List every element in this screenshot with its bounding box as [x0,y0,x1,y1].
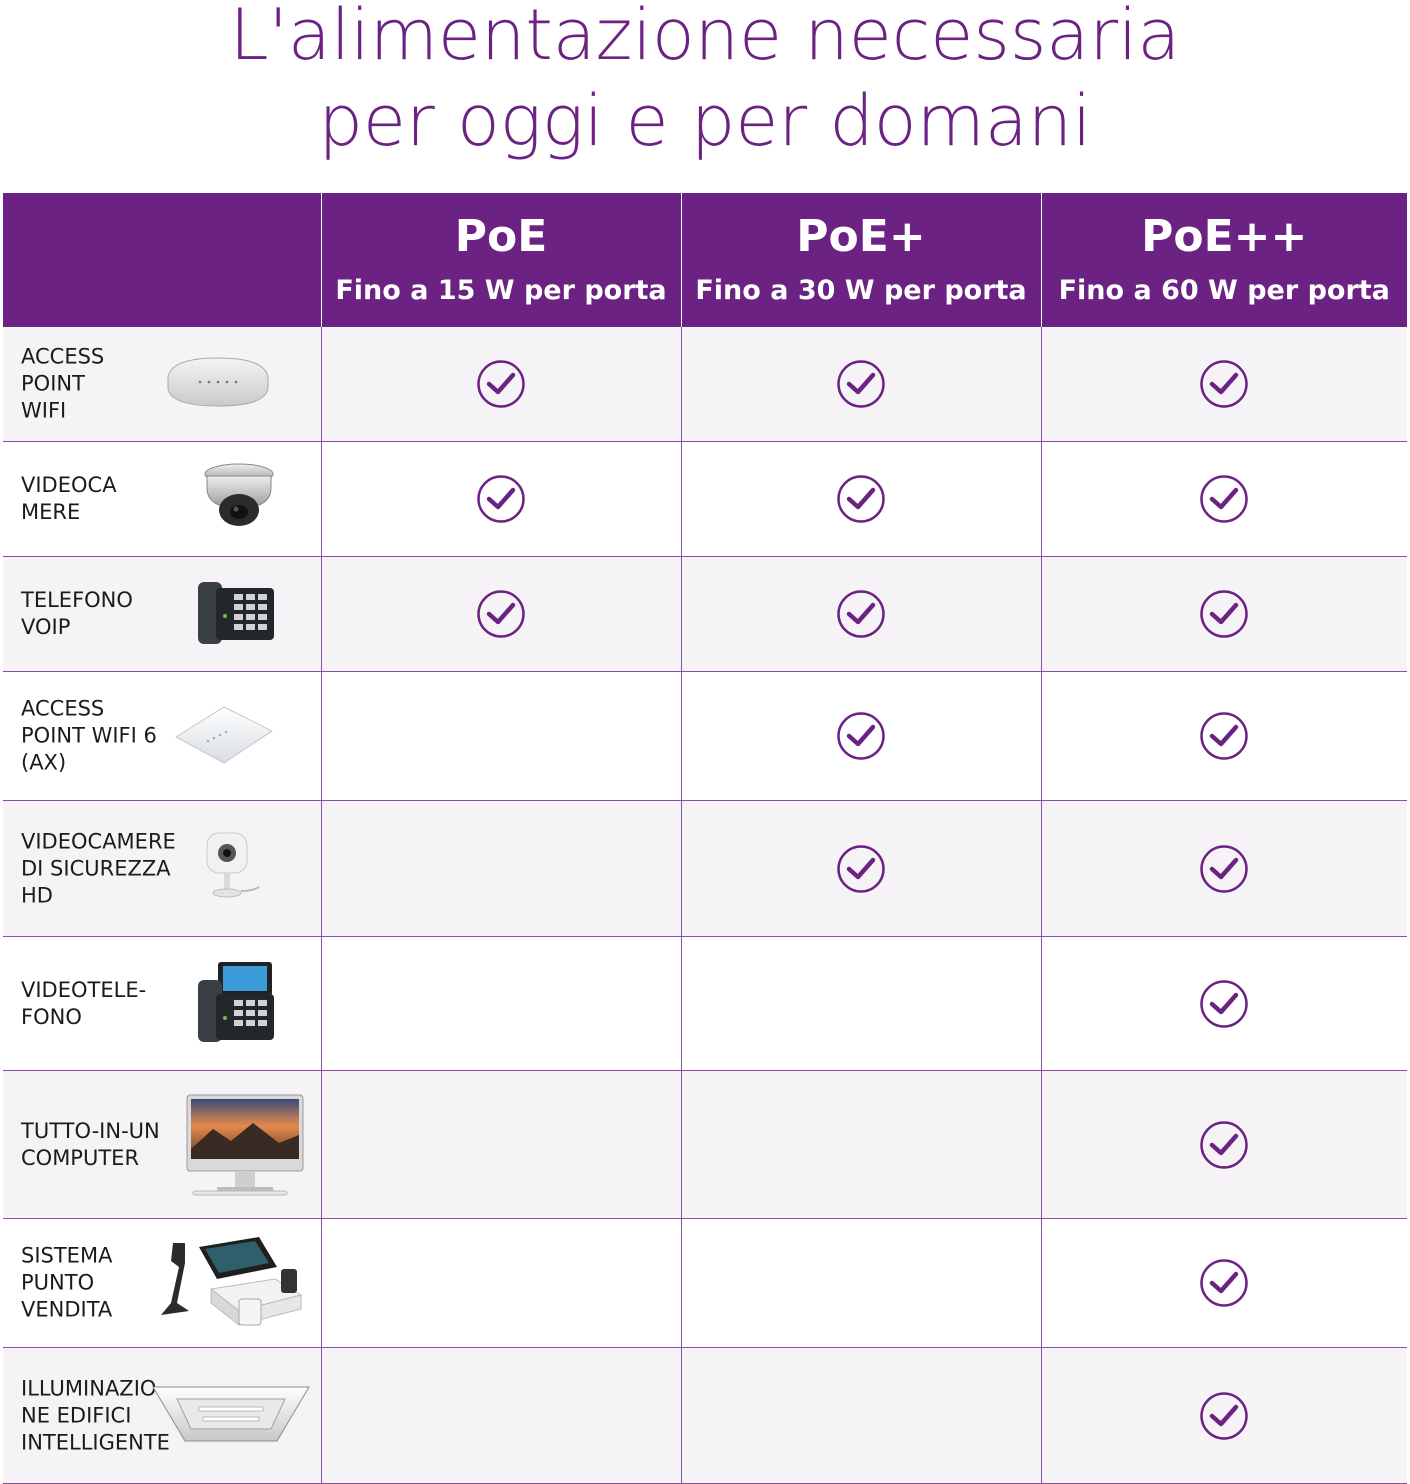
cell-poe [321,801,681,937]
checkmark-icon [1199,711,1249,761]
device-cell [3,672,321,801]
checkmark-icon [1199,844,1249,894]
device-label: TUTTO-IN-UN COMPUTER [21,1118,160,1170]
cell-poe-plus [681,1219,1041,1348]
cell-poe-plus [681,801,1041,937]
cell-poe [321,327,681,442]
title-line-1: L'alimentazione necessaria [229,0,1181,76]
device-label: TELEFONO VOIP [21,588,133,639]
table-row [3,1219,1407,1348]
cell-poe-plus [681,557,1041,672]
column-power: Fino a 60 W per porta [1058,275,1390,306]
title-line-2: per oggi e per domani [318,80,1092,162]
cell-poe [321,937,681,1071]
device-label: ACCESS POINT WIFI [21,344,105,423]
device-cell [3,1071,321,1219]
device-cell [3,557,321,672]
checkmark-icon [836,711,886,761]
column-power: Fino a 15 W per porta [335,275,667,306]
table-row [3,442,1407,557]
poe-comparison-table [3,193,1407,1484]
header-empty-cell [3,193,321,327]
cell-poe-plus-plus [1041,1348,1407,1484]
cell-poe-plus-plus [1041,1219,1407,1348]
device-label: ACCESS POINT WIFI 6 (AX) [21,696,157,775]
video-phone-icon [196,960,276,1048]
device-label: ILLUMINAZIO NE EDIFICI INTELLIGENTE [21,1376,170,1454]
table-row [3,672,1407,801]
device-cell [3,442,321,557]
dome-camera-icon [202,462,276,536]
cell-poe [321,1219,681,1348]
all-in-one-computer-icon [183,1089,311,1201]
column-power: Fino a 30 W per porta [695,275,1027,306]
table-row [3,801,1407,937]
cell-poe-plus [681,1071,1041,1219]
access-point-icon [160,354,276,414]
column-name: PoE+ [796,211,926,262]
table-row [3,1071,1407,1219]
cell-poe-plus [681,672,1041,801]
cell-poe-plus-plus [1041,672,1407,801]
checkmark-icon [1199,979,1249,1029]
checkmark-icon [836,589,886,639]
cell-poe [321,1071,681,1219]
cell-poe [321,442,681,557]
security-camera-icon [201,831,261,907]
device-label: VIDEOTELE- FONO [21,977,147,1029]
cell-poe-plus-plus [1041,937,1407,1071]
device-cell [3,1219,321,1348]
device-label: VIDEOCAMERE DI SICUREZZA HD [21,829,176,907]
checkmark-icon [1199,359,1249,409]
column-header-poe-plus-plus [1041,193,1407,327]
table-row [3,1348,1407,1484]
column-name: PoE++ [1141,211,1308,262]
table-row [3,937,1407,1071]
device-cell [3,801,321,937]
checkmark-icon [1199,1258,1249,1308]
cell-poe-plus-plus [1041,557,1407,672]
checkmark-icon [836,359,886,409]
cell-poe [321,672,681,801]
checkmark-icon [1199,589,1249,639]
cell-poe-plus-plus [1041,442,1407,557]
device-cell [3,1348,321,1484]
table-row [3,557,1407,672]
voip-phone-icon [196,578,276,650]
cell-poe-plus [681,442,1041,557]
cell-poe [321,557,681,672]
cell-poe-plus-plus [1041,327,1407,442]
table-row [3,327,1407,442]
column-name: PoE [454,211,548,262]
cell-poe [321,1348,681,1484]
device-cell [3,327,321,442]
checkmark-icon [476,589,526,639]
cell-poe-plus [681,937,1041,1071]
checkmark-icon [836,844,886,894]
checkmark-icon [836,474,886,524]
access-point-wifi6-icon [172,701,276,771]
cell-poe-plus [681,327,1041,442]
checkmark-icon [476,359,526,409]
checkmark-icon [1199,1120,1249,1170]
pos-system-icon [155,1233,311,1333]
table-header-row [3,193,1407,327]
column-header-poe-plus [681,193,1041,327]
smart-lighting-icon [151,1383,311,1449]
checkmark-icon [1199,1391,1249,1441]
cell-poe-plus-plus [1041,1071,1407,1219]
checkmark-icon [1199,474,1249,524]
page-title [0,0,1410,164]
cell-poe-plus [681,1348,1041,1484]
device-label: VIDEOCA MERE [21,473,117,524]
device-cell [3,937,321,1071]
checkmark-icon [476,474,526,524]
cell-poe-plus-plus [1041,801,1407,937]
column-header-poe [321,193,681,327]
device-label: SISTEMA PUNTO VENDITA [21,1243,113,1322]
